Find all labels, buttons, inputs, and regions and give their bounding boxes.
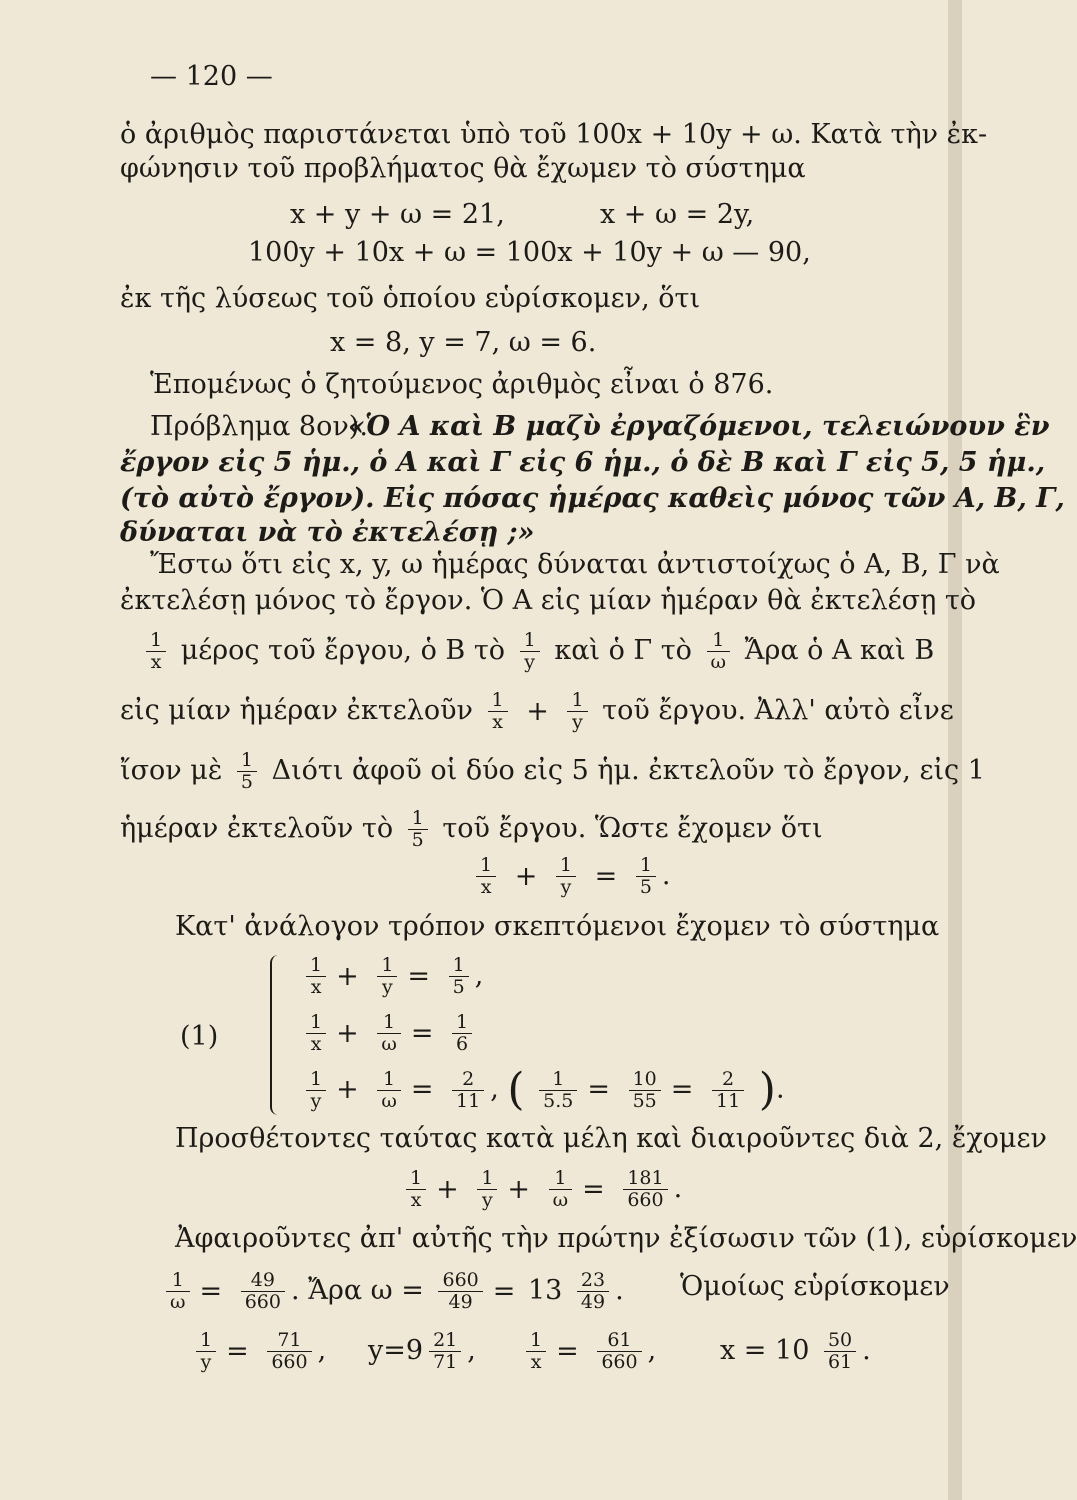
- text-line: ὁ ἀριθμὸς παριστάνεται ὑπὸ τοῦ 100x + 10y + ω. Κατὰ τὴν ἐκ-: [120, 119, 988, 150]
- problem-heading: Πρόβλημα 8ον).: [150, 411, 368, 442]
- text-line: Ὁμοίως εὑρίσκομεν: [680, 1271, 950, 1302]
- problem-text: «Ὁ Α καὶ Β μαζὺ ἐργαζόμενοι, τελειώνουν ἓν: [348, 411, 1050, 442]
- equation: $\frac{1}{x}$ = $\frac{61}{660}$ ,: [520, 1330, 656, 1373]
- text-line: Ἔστω ὅτι εἰς x, y, ω ἡμέρας δύναται ἀντιστοίχως ὁ Α, Β, Γ νὰ: [150, 549, 1000, 580]
- text-span: μέρος τοῦ ἔργου, ὁ Β τὸ: [180, 635, 506, 666]
- equation: x + y + ω = 21,: [290, 199, 505, 230]
- problem-text: δύναται νὰ τὸ ἐκτελέσῃ ;»: [120, 517, 535, 548]
- text-span: ἴσον μὲ: [120, 755, 223, 786]
- text-span: καὶ ὁ Γ τὸ: [554, 635, 692, 666]
- text-line: ἐκ τῆς λύσεως τοῦ ὁποίου εὑρίσκομεν, ὅτι: [120, 283, 701, 314]
- fraction: $\frac{1}{x}$: [146, 630, 166, 673]
- fraction: $\frac{1}{5}$: [408, 808, 428, 851]
- equation: $\frac{1}{x}$ + $\frac{1}{y}$ = $\frac{1}{5}$ ,: [300, 955, 483, 998]
- equation: $\frac{1}{\omega}$ = $\frac{49}{660}$ . Ἄρα ω = $\frac{660}{49}$ = 13 $\frac{23}{49}$ .: [160, 1270, 624, 1313]
- fraction: $\frac{1}{y}$: [520, 630, 540, 673]
- fraction: $\frac{1}{x}$: [488, 690, 508, 733]
- fraction-line: [140, 630, 934, 673]
- text-span: τοῦ ἔργου. Ἀλλ' αὐτὸ εἶνε: [602, 695, 954, 726]
- system-label: (1): [180, 1021, 219, 1052]
- system-brace: [270, 955, 286, 1115]
- text-span: ἡμέραν ἐκτελοῦν τὸ: [120, 813, 394, 844]
- text-span: τοῦ ἔργου. Ὥστε ἔχομεν ὅτι: [442, 813, 823, 844]
- fraction: $\frac{1}{5}$: [237, 750, 257, 793]
- text-line: Κατ' ἀνάλογον τρόπον σκεπτόμενοι ἔχομεν τὸ σύστημα: [175, 911, 940, 942]
- equation: $\frac{1}{x}$ + $\frac{1}{y}$ + $\frac{1}{\omega}$ = $\frac{181}{660}$ .: [400, 1168, 682, 1211]
- fraction: $\frac{1}{y}$: [567, 690, 587, 733]
- fraction: $\frac{1}{\omega}$: [707, 630, 731, 673]
- equation: $\frac{1}{x}$ + $\frac{1}{\omega}$ = $\frac{1}{6}$: [300, 1012, 478, 1055]
- fraction-line: [120, 750, 985, 793]
- equation: x = 10 $\frac{50}{61}$ .: [720, 1329, 871, 1373]
- equation: $\frac{1}{y}$ + $\frac{1}{\omega}$ = $\frac{2}{11}$ , ( $\frac{1}{5.5}$ = $\frac{10}{55}$ = $\frac{2}{11}$ ).: [300, 1068, 785, 1112]
- text-line: Ἑπομένως ὁ ζητούμενος ἀριθμὸς εἶναι ὁ 876.: [150, 369, 774, 400]
- text-span: Ἄρα ὁ Α καὶ Β: [744, 635, 935, 666]
- equation: x = 8, y = 7, ω = 6.: [330, 327, 597, 358]
- text-line: Προσθέτοντες ταύτας κατὰ μέλη καὶ διαιροῦντες διὰ 2, ἔχομεν: [175, 1123, 1047, 1154]
- equation: 100y + 10x + ω = 100x + 10y + ω — 90,: [248, 237, 811, 268]
- fraction-line: [120, 808, 823, 851]
- text-line: Ἀφαιροῦντες ἀπ' αὐτῆς τὴν πρώτην ἐξίσωσιν τῶν (1), εὑρίσκομεν: [175, 1223, 1077, 1254]
- problem-text: (τὸ αὐτὸ ἔργον). Εἰς πόσας ἡμέρας καθεὶς μόνος τῶν Α, Β, Γ,: [120, 483, 1065, 514]
- equation: y=9 $\frac{21}{71}$ ,: [368, 1329, 476, 1373]
- text-line: ἐκτελέσῃ μόνος τὸ ἔργον. Ὁ Α εἰς μίαν ἡμέραν θὰ ἐκτελέσῃ τὸ: [120, 585, 977, 616]
- page-number: — 120 —: [150, 61, 273, 92]
- problem-text: ἔργον εἰς 5 ἡμ., ὁ Α καὶ Γ εἰς 6 ἡμ., ὁ δὲ Β καὶ Γ εἰς 5, 5 ἡμ.,: [120, 447, 1046, 478]
- equation: $\frac{1}{y}$ = $\frac{71}{660}$ ,: [190, 1330, 326, 1373]
- equation: $\frac{1}{x}$ + $\frac{1}{y}$ = $\frac{1}{5}$ .: [470, 855, 671, 898]
- fraction-line: εἰς μίαν ἡμέραν ἐκτελοῦν $\frac{1}{x}$ + $\frac{1}{y}$ τοῦ ἔργου. Ἀλλ' αὐτὸ εἶνε: [120, 689, 954, 733]
- text-span: εἰς μίαν ἡμέραν ἐκτελοῦν: [120, 695, 473, 726]
- text-line: φώνησιν τοῦ προβλήματος θὰ ἔχωμεν τὸ σύστημα: [120, 153, 806, 184]
- text-span: Διότι ἀφοῦ οἱ δύο εἰς 5 ἡμ. ἐκτελοῦν τὸ ἔργον, εἰς 1: [271, 755, 985, 786]
- equation: x + ω = 2y,: [600, 199, 755, 230]
